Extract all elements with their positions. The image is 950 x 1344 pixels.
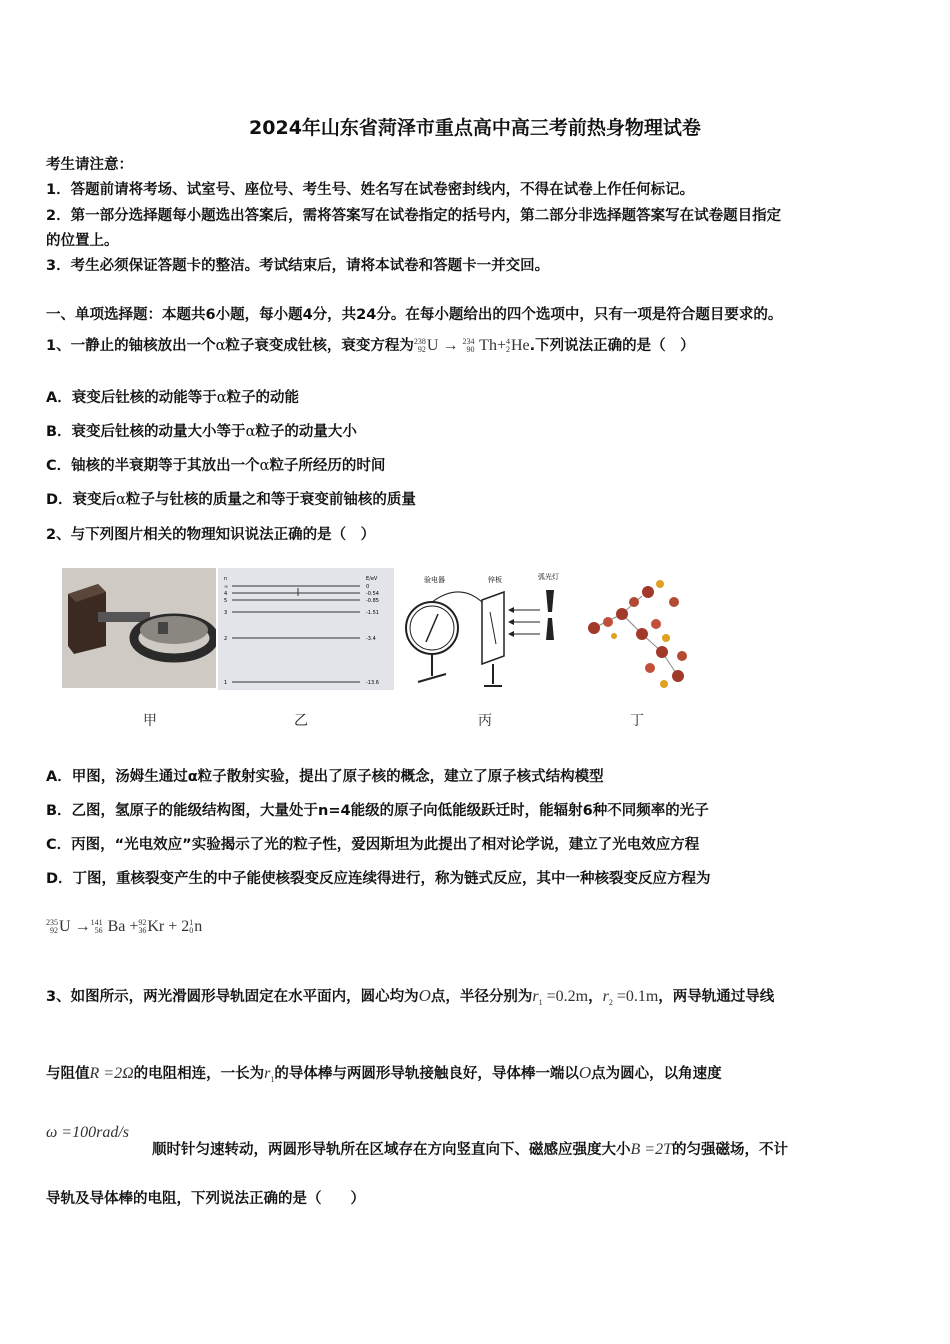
notice-item: 3．考生必须保证答题卡的整洁。考试结束后，请将本试卷和答题卡一并交回。	[46, 258, 550, 274]
energy-axis-label: E/eV	[366, 576, 378, 582]
figure-bing	[402, 570, 570, 692]
arc-lamp-label: 弧光灯	[538, 573, 559, 581]
alpha-scattering-apparatus-image	[62, 568, 216, 688]
page-title: 2024年山东省菏泽市重点高中高三考前热身物理试卷	[249, 117, 701, 139]
q3-line-4: 导轨及导体棒的电阻，下列说法正确的是（ ）	[46, 1191, 365, 1207]
level-label: 1	[224, 680, 228, 686]
figure-caption-yi: 乙	[294, 713, 308, 729]
q1-option-b: B．衰变后钍核的动量大小等于α粒子的动量大小	[46, 424, 357, 440]
q1-option-a: A．衰变后钍核的动能等于α粒子的动能	[46, 390, 300, 406]
q1-option-c: C．铀核的半衰期等于其放出一个α粒子所经历的时间	[46, 458, 386, 474]
level-label: 5	[224, 598, 228, 604]
figure-caption-bing: 丙	[478, 713, 492, 729]
zinc-plate-label: 锌板	[488, 576, 502, 584]
q1-stem: 1、一静止的铀核放出一个α粒子衰变成钍核，衰变方程为238 92U → 234 90 Th+4 2He.下列说法正确的是（ ）	[46, 337, 695, 355]
figure-yi	[218, 568, 394, 690]
q3-line-3: 顺时针匀速转动，两圆形导轨所在区域存在方向竖直向下、磁感应强度大小B =2T的匀强磁场，不计	[152, 1141, 788, 1158]
energy-level-diagram	[218, 568, 394, 690]
energy-value: -1.51	[366, 610, 379, 616]
q1-option-d: D．衰变后α粒子与钍核的质量之和等于衰变前铀核的质量	[46, 492, 416, 508]
level-label: 4	[224, 591, 228, 597]
q2-option-c: C．丙图，“光电效应”实验揭示了光的粒子性，爱因斯坦为此提出了相对论学说，建立了光电效应方程	[46, 837, 700, 853]
energy-value: -0.54	[366, 591, 379, 597]
q2-option-a: A．甲图，汤姆生通过α粒子散射实验，提出了原子核的概念，建立了原子核式结构模型	[46, 769, 604, 785]
q2-option-b: B．乙图，氢原子的能级结构图，大量处于n=4能级的原子向低能级跃迁时，能辐射6种不同频率的光子	[46, 803, 709, 819]
notice-heading: 考生请注意：	[46, 157, 133, 173]
notice-item: 1．答题前请将考场、试室号、座位号、考生号、姓名写在试卷密封线内，不得在试卷上作任何标记。	[46, 182, 695, 198]
figure-ding	[578, 572, 700, 692]
level-label: 3	[224, 610, 228, 616]
q3-omega: ω =100rad/s	[46, 1124, 129, 1141]
level-label: ∞	[224, 584, 229, 590]
q3-line-1: 3、如图所示，两光滑圆形导轨固定在水平面内，圆心均为O点，半径分别为$r_1 =0.2m$，$r_2 =0.1m$，两导轨通过导线	[46, 986, 775, 1008]
electroscope-label: 验电器	[424, 576, 445, 584]
figure-jia	[62, 568, 216, 688]
photoelectric-apparatus-drawing	[402, 570, 570, 692]
level-n-label: n	[224, 576, 228, 582]
energy-value: -13.6	[366, 680, 379, 686]
energy-value: -3.4	[366, 636, 376, 642]
q1-equation: 238 92U → 234 90 Th+4 2He	[413, 337, 530, 355]
energy-value: -0.85	[366, 598, 379, 604]
figure-caption-jia: 甲	[143, 713, 157, 729]
figure-caption-ding: 丁	[630, 713, 644, 729]
notice-item: 的位置上。	[46, 233, 119, 249]
q2-option-d: D．丁图，重核裂变产生的中子能使核裂变反应连续得进行，称为链式反应，其中一种核裂变反应方程为	[46, 871, 711, 887]
chain-reaction-drawing	[578, 572, 700, 692]
energy-value: 0	[366, 584, 370, 590]
q3-line-2: 与阻值R =2Ω的电阻相连，一长为$r_1$的导体棒与两圆形导轨接触良好，导体棒一端以O点为圆心，以角速度	[46, 1063, 722, 1085]
section-heading: 一、单项选择题：本题共6小题，每小题4分，共24分。在每小题给出的四个选项中，只有一项是符合题目要求的。	[46, 307, 783, 323]
fission-equation: 235 92U →141 56 Ba +92 36Kr + 21 0n	[46, 918, 203, 936]
notice-item: 2．第一部分选择题每小题选出答案后，需将答案写在试卷指定的括号内，第二部分非选择题答案写在试卷题目指定	[46, 208, 782, 224]
q2-stem: 2、与下列图片相关的物理知识说法正确的是（ ）	[46, 527, 376, 543]
level-label: 2	[224, 636, 228, 642]
